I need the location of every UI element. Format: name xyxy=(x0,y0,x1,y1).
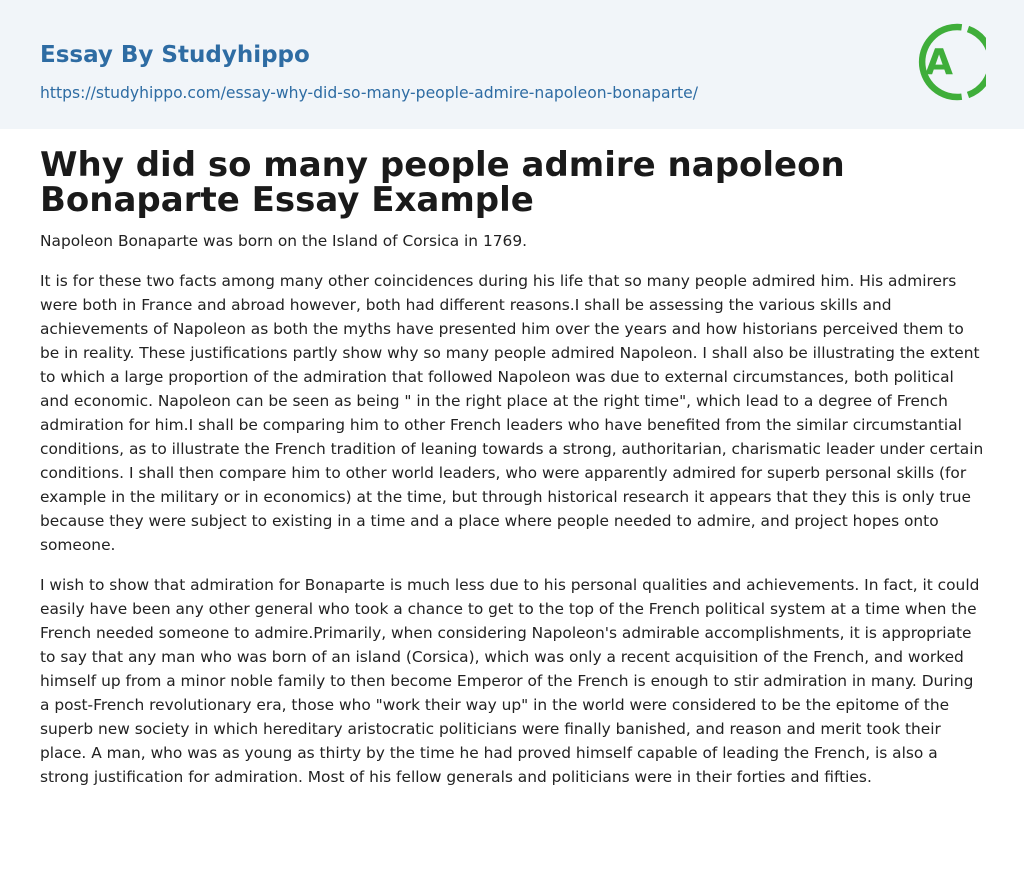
paragraph-2: It is for these two facts among many other coincidences during his life that so many people admired him. His admirers were both in France and abroad however, both had different reasons.I shall be assessing the various skills and achievements of Napoleon as both the myths have presented him over the years and how historians perceived them to be in reality. These justifications partly show why so many people admired Napoleon. I shall also be illustrating the extent to which a large proportion of the admiration that followed Napoleon was due to external circumstances, both political and economic. Napoleon can be seen as being " in the right place at the right time", which lead to a degree of French admiration for him.I shall be comparing him to other French leaders who have benefited from the similar circumstantial conditions, as to illustrate the French tradition of leaning towards a strong, authoritarian, charismatic leader under certain conditions. I shall then compare him to other world leaders, who were apparently admired for superb personal skills (for example in the military or in economics) at the time, but through historical research it appears that they this is only true because they were subject to existing in a time and a place where people needed to admire, and project hopes onto someone. xyxy=(40,272,984,554)
paragraph-1: Napoleon Bonaparte was born on the Island of Corsica in 1769. xyxy=(40,232,528,250)
page-title: Why did so many people admire napoleon Bonaparte Essay Example xyxy=(40,145,845,220)
page-url-link[interactable]: https://studyhippo.com/essay-why-did-so-many-people-admire-napoleon-bonaparte/ xyxy=(40,84,698,102)
paragraph-3: I wish to show that admiration for Bonaparte is much less due to his personal qualities and achievements. In fact, it could easily have been any other general who took a chance to get to the top of the French political system at a time when the French needed someone to admire.Primarily, when considering Napoleon's admirable accomplishments, it is appropriate to say that any man who was born of an island (Corsica), which was only a recent acquisition of the French, and worked himself up from a minor noble family to then become Emperor of the French is enough to stir admiration in many. During a post-French revolutionary era, those who "work their way up" in the world were considered to be the epitome of the superb new society in which hereditary aristocratic politicians were finally banished, and reason and merit took their place. A man, who was as young as thirty by the time he had proved himself capable of leading the French, is also a strong justification for admiration. Most of his fellow generals and politicians were in their forties and fifties. xyxy=(40,576,980,786)
site-brand[interactable]: Essay By Studyhippo xyxy=(40,42,310,68)
site-header xyxy=(0,0,1024,129)
logo-icon[interactable] xyxy=(912,19,986,105)
article xyxy=(0,145,1024,789)
logo-letter: A xyxy=(925,42,953,83)
